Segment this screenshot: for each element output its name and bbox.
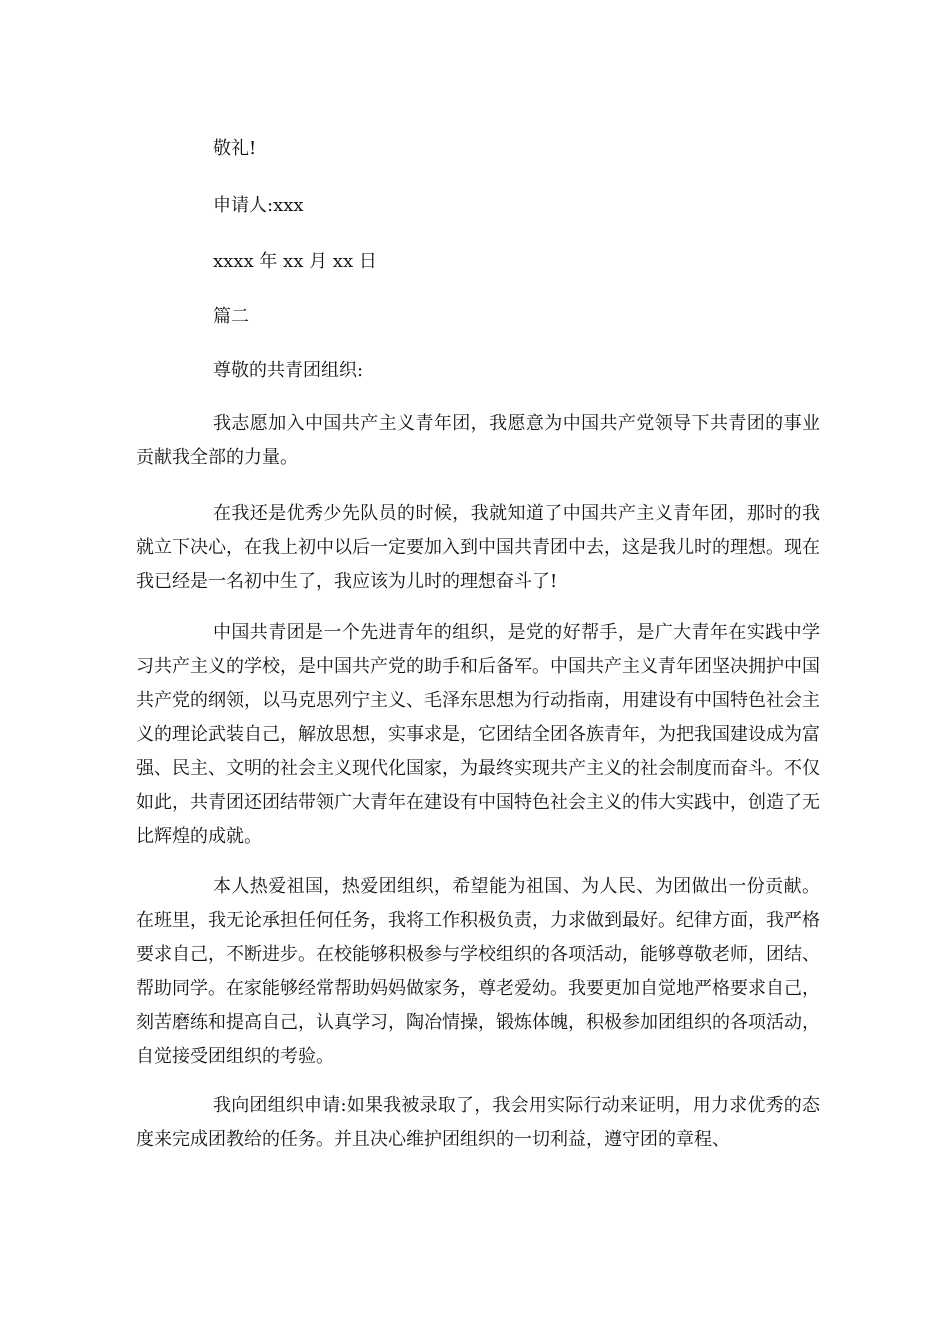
applicant-line: 申请人:xxx xyxy=(213,195,304,216)
section-title: 篇二 xyxy=(213,306,249,327)
paragraph-3: 中国共青团是一个先进青年的组织，是党的好帮手，是广大青年在实践中学习共产主义的学校，是中国共产党的助手和后备军。中国共产主义青年团坚决拥护中国共产党的纲领，以马克思列宁主义、毛泽东思想为行动指南，用建设有中国特色社会主义的理论武装自己，解放思想，实事求是，它团结全团各族青年，为把我国建设成为富强、民主、文明的社会主义现代化国家，为最终实现共产主义的社会制度而奋斗。不仅如此，共青团还团结带领广大青年在建设有中国特色社会主义的伟大实践中，创造了无比辉煌的成就。 xyxy=(136,622,820,847)
paragraph-1: 我志愿加入中国共产主义青年团，我愿意为中国共产党领导下共青团的事业贡献我全部的力量。 xyxy=(136,413,820,468)
date-line: xxxx 年 xx 月 xx 日 xyxy=(213,251,377,272)
closing-line: 敬礼! xyxy=(213,138,257,159)
paragraph-2: 在我还是优秀少先队员的时候，我就知道了中国共产主义青年团，那时的我就立下决心，在我上初中以后一定要加入到中国共青团中去，这是我儿时的理想。现在我已经是一名初中生了，我应该为儿时的理想奋斗了! xyxy=(136,503,820,592)
paragraph-4: 本人热爱祖国，热爱团组织，希望能为祖国、为人民、为团做出一份贡献。在班里，我无论承担任何任务，我将工作积极负责，力求做到最好。纪律方面，我严格要求自己，不断进步。在校能够积极参与学校组织的各项活动，能够尊敬老师，团结、帮助同学。在家能够经常帮助妈妈做家务，尊老爱幼。我要更加自觉地严格要求自己，刻苦磨练和提高自己，认真学习，陶冶情操，锻炼体魄，积极参加团组织的各项活动，自觉接受团组织的考验。 xyxy=(136,876,820,1067)
salutation-line: 尊敬的共青团组织: xyxy=(213,360,364,381)
paragraph-5: 我向团组织申请:如果我被录取了，我会用实际行动来证明，用力求优秀的态度来完成团教给的任务。并且决心维护团组织的一切利益，遵守团的章程、 xyxy=(136,1095,820,1150)
